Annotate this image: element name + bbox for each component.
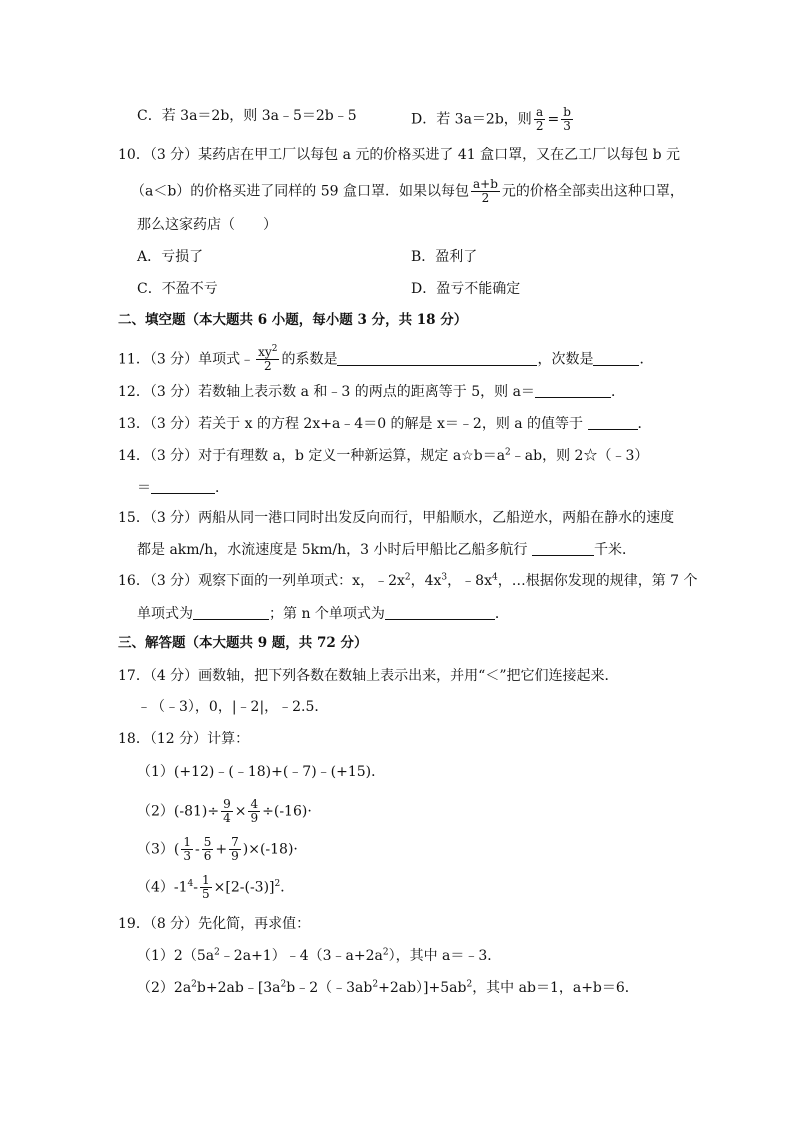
frac-den: 9: [231, 849, 239, 863]
answer-blank[interactable]: [193, 605, 269, 620]
q18-part2-suffix: ÷(-16)·: [262, 803, 312, 820]
fraction-1-over-3: [181, 836, 193, 863]
q16-term: ，﹣8x: [447, 573, 492, 589]
q16-line2-mid: ；第 n 个单项式为: [269, 606, 385, 622]
q12: [118, 382, 625, 402]
q15-line2: [137, 540, 636, 560]
exponent: 2: [466, 979, 473, 990]
q19-text: b+2ab﹣[3a: [196, 980, 281, 996]
q18-part2-text: （2）(-81)÷: [137, 803, 220, 820]
q18-part3-text: （3）(: [137, 841, 180, 858]
exponent: 2: [274, 878, 281, 889]
frac-num-text: xy: [258, 345, 272, 359]
frac-den: 3: [183, 849, 192, 863]
q16-text: 16．（3 分）观察下面的一列单项式：x，﹣2x: [118, 573, 405, 589]
equals-sign: =: [547, 111, 560, 128]
exponent: 2: [382, 947, 389, 958]
q10-line3: 那么这家药店（ ）: [137, 217, 277, 233]
q19-text: ），其中 a＝﹣3．: [388, 948, 502, 964]
q19-text: （2）2a: [137, 980, 192, 996]
q16-text-suffix: ，…根据你发现的规律，第 7 个: [497, 573, 698, 589]
q19-part2: [137, 978, 639, 998]
q10-option-c: C．不盈不亏: [137, 281, 218, 297]
frac-den: 2: [481, 191, 490, 205]
q11-text: 11．（3 分）单项式﹣: [118, 351, 255, 368]
q11-mid: 的系数是: [281, 351, 338, 368]
q11-end: ．: [639, 351, 654, 368]
q10-line1: 10．（3 分）某药店在甲工厂以每包 a 元的价格买进了 41 盒口罩，又在乙工厂以每包 b 元: [118, 147, 680, 163]
q16-line1: [118, 571, 698, 591]
frac-num: [256, 346, 279, 360]
q10-option-b: B．盈利了: [411, 249, 478, 265]
exponent: 2: [271, 344, 278, 354]
q14-text-suffix: ﹣ab，则 2☆（﹣3）: [510, 448, 649, 464]
q10-line2-suffix: 元的价格全部卖出这种口罩，: [501, 183, 684, 200]
q13-end: ．: [637, 416, 652, 432]
plus-sign: +: [215, 841, 228, 858]
fraction-9-over-4: [221, 798, 233, 825]
q19-text: b﹣2（﹣3ab: [286, 980, 373, 996]
q18-part2: [137, 798, 312, 825]
q9-option-c: C．若 3a＝2b，则 3a﹣5＝2b﹣5: [137, 108, 357, 124]
frac-num: b: [563, 105, 571, 119]
q14-text: 14．（3 分）对于有理数 a，b 定义一种新运算，规定 a☆b＝a: [118, 448, 506, 464]
q13: [118, 414, 652, 434]
q17-line1: 17．（4 分）画数轴，把下列各数在数轴上表示出来，并用“＜”把它们连接起来．: [118, 668, 619, 684]
frac-num: 1: [183, 835, 192, 849]
times-sign: ×: [234, 803, 247, 820]
q13-text: 13．（3 分）若关于 x 的方程 2x+a﹣4＝0 的解是 x＝﹣2，则 a 的值等于: [118, 416, 584, 432]
minus-sign: -: [195, 841, 200, 858]
section-heading-solve: 三、解答题（本大题共 9 题，共 72 分）: [118, 635, 368, 651]
fraction-1-over-5: [200, 874, 212, 901]
q19-title: 19．（8 分）先化简，再求值：: [118, 916, 311, 932]
fraction-a-over-2: [534, 106, 546, 133]
exponent: 2: [214, 947, 220, 958]
frac-den: 9: [250, 811, 259, 825]
q16-line2: [137, 604, 509, 624]
exponent: 2: [372, 979, 379, 990]
answer-blank[interactable]: [532, 541, 594, 556]
frac-num: 5: [203, 835, 212, 849]
frac-num: 1: [202, 873, 210, 887]
answer-blank[interactable]: [588, 415, 638, 430]
q15-end: 千米．: [593, 542, 636, 558]
frac-num: 9: [223, 797, 231, 811]
q12-end: ．: [610, 384, 625, 400]
q18-part3-suffix: )×(-18)·: [242, 841, 298, 858]
q14-line2-text: ＝: [137, 480, 151, 496]
q19-text: +2ab）]+5ab: [378, 980, 467, 996]
q18-title: 18．（12 分）计算：: [118, 731, 250, 747]
q11: [118, 346, 653, 373]
q15-line2-text: 都是 akm/h，水流速度是 5km/h，3 小时后甲船比乙船多航行: [137, 542, 528, 558]
frac-den: 5: [202, 887, 210, 901]
exponent: 4: [187, 878, 194, 889]
q14-line2: [137, 478, 229, 498]
q16-end: ．: [494, 606, 509, 622]
frac-den: 2: [535, 119, 544, 133]
q19-text: ，其中 ab＝1，a+b＝6．: [472, 980, 639, 996]
fraction-7-over-9: [229, 836, 241, 863]
q9-option-d: [411, 106, 575, 133]
q14-end: ．: [215, 480, 229, 496]
frac-num: a+b: [473, 177, 498, 191]
frac-num: 7: [231, 835, 239, 849]
frac-num: 4: [250, 797, 259, 811]
q16-term: ，4x: [410, 573, 442, 589]
frac-num: a: [534, 106, 546, 120]
exponent: 2: [280, 979, 287, 990]
fraction-5-over-6: [202, 836, 214, 863]
answer-blank[interactable]: [337, 351, 537, 366]
q19-part1: [137, 946, 501, 966]
frac-den: 2: [263, 359, 272, 373]
q18-part4-mid: ×[2-(-3)]: [213, 879, 275, 896]
q18-part3: [137, 836, 298, 863]
answer-blank[interactable]: [535, 383, 611, 398]
exponent: 2: [505, 447, 511, 458]
frac-den: 6: [203, 849, 212, 863]
q18-part4-text: （4）-1: [137, 879, 188, 896]
q11-mid2: ，次数是: [537, 351, 594, 368]
q18-part1: （1）(+12)﹣(﹣18)+(﹣7)﹣(+15)．: [137, 764, 386, 780]
q10-option-a: A．亏损了: [137, 249, 204, 265]
q10-line2: [131, 178, 684, 205]
fraction-a-plus-b-over-2: [471, 178, 500, 205]
q19-text: ﹣2a+1）﹣4（3﹣a+2a: [219, 948, 383, 964]
answer-blank[interactable]: [593, 351, 639, 366]
exponent: 2: [404, 572, 411, 583]
exponent: 4: [491, 572, 498, 583]
q19-text: （1）2（5a: [137, 948, 215, 964]
q10-option-d: D．盈亏不能确定: [411, 281, 521, 297]
q12-text: 12．（3 分）若数轴上表示数 a 和﹣3 的两点的距离等于 5，则 a＝: [118, 384, 535, 400]
section-heading-fill-blank: 二、填空题（本大题共 6 小题，每小题 3 分，共 18 分）: [118, 312, 468, 328]
q9-option-d-text: D．若 3a＝2b，则: [411, 111, 532, 128]
frac-den: 4: [223, 811, 231, 825]
answer-blank[interactable]: [385, 605, 495, 620]
answer-blank[interactable]: [151, 479, 215, 494]
q16-line2-text: 单项式为: [137, 606, 193, 622]
exponent: 2: [191, 979, 197, 990]
q14-line1: [118, 446, 648, 466]
exponent: 3: [441, 572, 448, 583]
q15-line1: 15．（3 分）两船从同一港口同时出发反向而行，甲船顺水，乙船逆水，两船在静水的速度: [118, 510, 675, 526]
frac-den: 3: [563, 119, 571, 133]
fraction-4-over-9: [248, 798, 260, 825]
fraction-b-over-3: [561, 106, 573, 133]
fraction-xy2-over-2: [256, 346, 279, 373]
q10-line2-text: （a＜b）的价格买进了同样的 59 盒口罩．如果以每包: [131, 183, 470, 200]
minus-sign: -: [193, 879, 199, 896]
q18-part4: [137, 874, 294, 901]
q17-line2: ﹣（﹣3），0，|﹣2|，﹣2.5．: [137, 699, 329, 715]
q18-part4-end: ．: [280, 879, 295, 896]
